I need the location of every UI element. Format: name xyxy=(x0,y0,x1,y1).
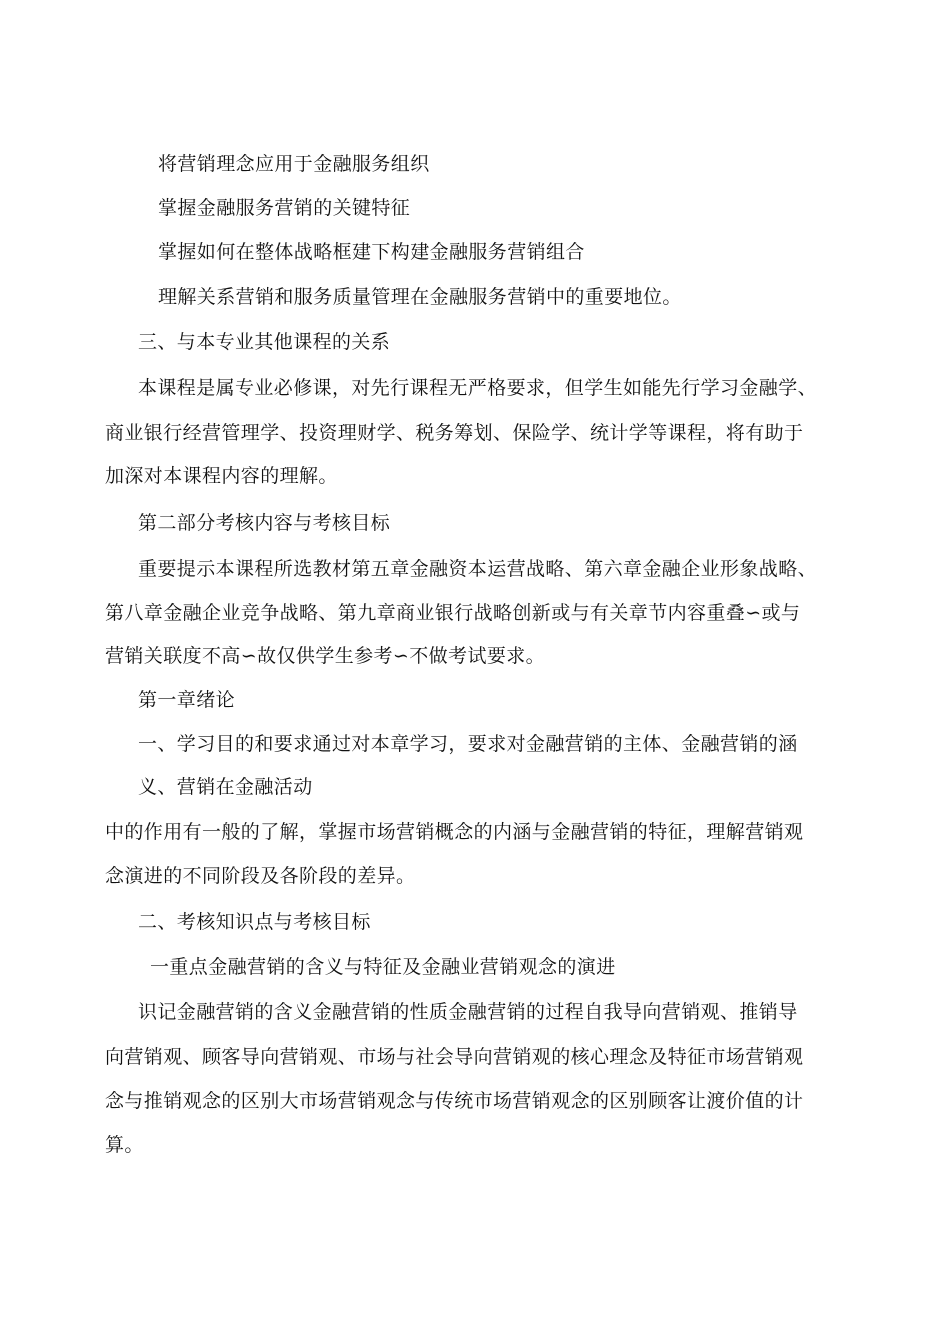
paragraph-line: 加深对本课程内容的理解。 xyxy=(105,465,338,487)
paragraph-line: 念演进的不同阶段及各阶段的差异。 xyxy=(105,865,416,887)
paragraph-line: 重要提示本课程所选教材第五章金融资本运营战略、第六章金融企业形象战略、 xyxy=(138,558,818,580)
paragraph-line: 第八章金融企业竞争战略、第九章商业银行战略创新或与有关章节内容重叠∽或与 xyxy=(105,602,801,624)
chapter-heading: 第一章绪论 xyxy=(138,689,236,711)
paragraph-line: 本课程是属专业必修课，对先行课程无严格要求，但学生如能先行学习金融学、 xyxy=(138,377,818,399)
paragraph-line: 营销关联度不高∽故仅供学生参考∽不做考试要求。 xyxy=(105,645,546,667)
objective-line: 理解关系营销和服务质量管理在金融服务营销中的重要地位。 xyxy=(158,286,682,308)
paragraph-line: 中的作用有一般的了解，掌握市场营销概念的内涵与金融营销的特征，理解营销观 xyxy=(105,821,804,843)
objective-line: 将营销理念应用于金融服务组织 xyxy=(158,153,430,175)
paragraph-line: 念与推销观念的区别大市场营销观念与传统市场营销观念的区别顾客让渡价值的计 xyxy=(105,1090,804,1112)
paragraph-line: 算。 xyxy=(105,1134,144,1156)
paragraph-line: 商业银行经营管理学、投资理财学、税务筹划、保险学、统计学等课程，将有助于 xyxy=(105,422,804,444)
part-heading: 第二部分考核内容与考核目标 xyxy=(138,512,391,534)
subsection-heading: 一重点金融营销的含义与特征及金融业营销观念的演进 xyxy=(150,956,616,978)
section-heading: 二、考核知识点与考核目标 xyxy=(138,911,371,933)
section-heading: 三、与本专业其他课程的关系 xyxy=(138,331,391,353)
paragraph-line: 义、营销在金融活动 xyxy=(138,776,313,798)
objective-line: 掌握如何在整体战略框建下构建金融服务营销组合 xyxy=(158,241,585,263)
paragraph-line: 一、学习目的和要求通过对本章学习，要求对金融营销的主体、金融营销的涵 xyxy=(138,733,798,755)
paragraph-line: 向营销观、顾客导向营销观、市场与社会导向营销观的核心理念及特征市场营销观 xyxy=(105,1046,804,1068)
objective-line: 掌握金融服务营销的关键特征 xyxy=(158,197,411,219)
paragraph-line: 识记金融营销的含义金融营销的性质金融营销的过程自我导向营销观、推销导 xyxy=(138,1001,798,1023)
